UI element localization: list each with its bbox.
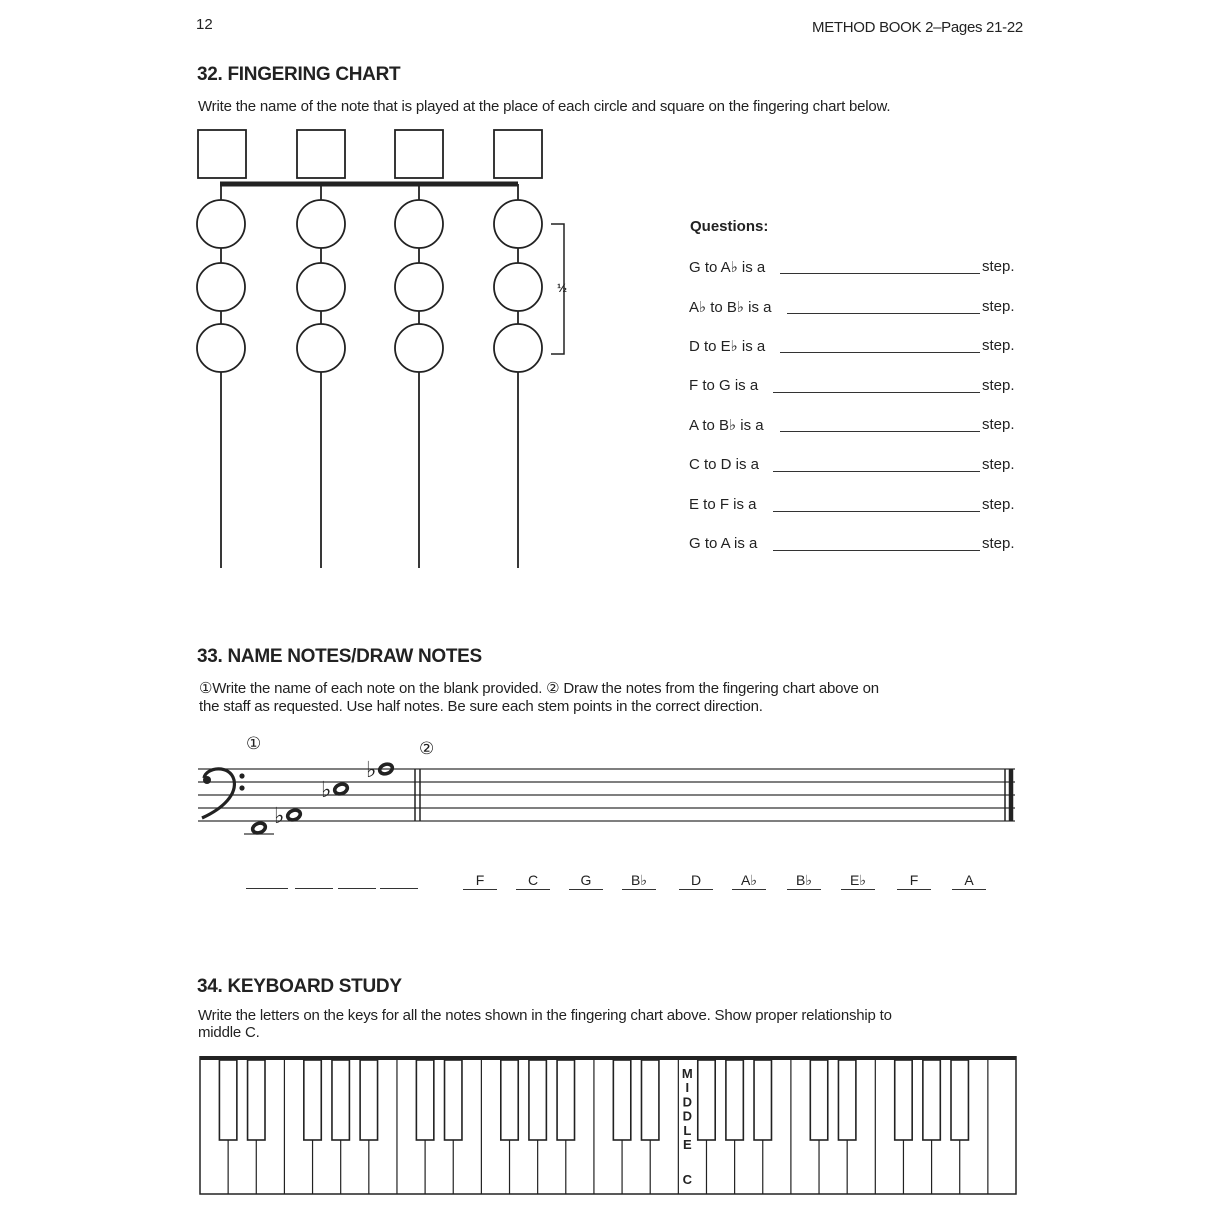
question-suffix: step. (982, 337, 1015, 355)
white-key[interactable] (651, 1146, 677, 1194)
section-33-instruction-line1: ①Write the name of each note on the blank provided. ② Draw the notes from the fingering chart above on (199, 680, 879, 697)
black-key[interactable] (360, 1060, 377, 1140)
white-key[interactable] (257, 1146, 283, 1194)
questions-label: Questions: (690, 218, 769, 235)
white-key[interactable] (482, 1146, 508, 1194)
answer-line[interactable] (773, 550, 980, 551)
white-key[interactable] (201, 1146, 227, 1194)
flat-sign: ♭ (366, 757, 377, 782)
white-key[interactable] (933, 1146, 959, 1194)
section-33-title: 33. NAME NOTES/DRAW NOTES (197, 646, 482, 667)
black-key[interactable] (923, 1060, 940, 1140)
question-prompt: C to D is a (689, 456, 760, 473)
page-reference: METHOD BOOK 2–Pages 21-22 (812, 19, 1023, 36)
whole-note (333, 782, 348, 795)
question-prompt: D to E♭ is a (689, 338, 766, 356)
answer-line[interactable] (780, 273, 980, 274)
white-key[interactable] (961, 1146, 987, 1194)
question-prompt: F to G is a (689, 376, 759, 394)
white-key[interactable] (707, 1146, 733, 1194)
note-name-blank[interactable] (295, 888, 333, 889)
note-answer: B♭ (787, 873, 821, 890)
question-prompt: A♭ to B♭ is a (689, 298, 772, 316)
flat-sign: ♭ (274, 803, 285, 828)
whole-note (286, 808, 301, 821)
white-key[interactable] (342, 1146, 368, 1194)
black-key[interactable] (304, 1060, 321, 1140)
answer-line[interactable] (787, 313, 980, 314)
question-suffix: step. (982, 456, 1015, 473)
fingering-circle[interactable] (494, 200, 542, 248)
page-number: 12 (196, 16, 213, 33)
fingering-circle[interactable] (197, 324, 245, 372)
black-key[interactable] (810, 1060, 827, 1140)
fingering-circle[interactable] (297, 200, 345, 248)
answer-line[interactable] (780, 431, 980, 432)
white-key[interactable] (876, 1146, 902, 1194)
black-key[interactable] (501, 1060, 518, 1140)
middle-c-key-letter: C (682, 1172, 693, 1187)
black-key[interactable] (416, 1060, 433, 1140)
white-key[interactable] (567, 1146, 593, 1194)
white-key[interactable] (370, 1146, 396, 1194)
section-34-instruction-line2: middle C. (198, 1024, 260, 1041)
white-key[interactable] (511, 1146, 537, 1194)
answer-line[interactable] (780, 352, 980, 353)
section-33-instruction-line2: the staff as requested. Use half notes. Be sure each stem points in the correct direction. (199, 698, 763, 715)
section-32-instruction: Write the name of the note that is played at the place of each circle and square on the fingering chart below. (198, 98, 891, 115)
middle-c-letter: E (683, 1137, 692, 1152)
flat-sign: ♭ (321, 777, 332, 802)
note-name-blank[interactable] (380, 888, 418, 889)
black-key[interactable] (445, 1060, 462, 1140)
white-key[interactable] (314, 1146, 340, 1194)
white-key[interactable] (426, 1146, 452, 1194)
note-answer: A♭ (732, 873, 766, 890)
white-key[interactable] (736, 1146, 762, 1194)
bass-clef (202, 769, 245, 818)
section-32-title: 32. FINGERING CHART (197, 64, 401, 85)
answer-line[interactable] (773, 392, 980, 393)
white-key[interactable] (989, 1146, 1015, 1194)
question-suffix: step. (982, 535, 1015, 553)
middle-c-letter: M (681, 1066, 693, 1081)
marker-1: ① (246, 734, 262, 753)
white-key[interactable] (285, 1146, 311, 1194)
fingering-circle[interactable] (297, 263, 345, 311)
black-key[interactable] (726, 1060, 743, 1140)
black-key[interactable] (754, 1060, 771, 1140)
white-key[interactable] (229, 1146, 255, 1194)
middle-c-letter: L (683, 1122, 692, 1138)
middle-c-letter: D (682, 1094, 693, 1110)
middle-c-letter: I (685, 1080, 690, 1096)
black-key[interactable] (895, 1060, 912, 1140)
note-answer: D (679, 873, 713, 890)
question-suffix: step. (982, 495, 1015, 513)
question-suffix: step. (982, 376, 1015, 394)
fingering-chart (190, 122, 590, 572)
note-name-blank[interactable] (246, 888, 288, 889)
white-key[interactable] (792, 1146, 818, 1194)
note-answer: B♭ (622, 873, 656, 890)
section-34-title: 34. KEYBOARD STUDY (197, 976, 402, 997)
white-key[interactable] (398, 1146, 424, 1194)
fingering-circle[interactable] (395, 324, 443, 372)
white-key[interactable] (623, 1146, 649, 1194)
fingering-circle[interactable] (395, 263, 443, 311)
marker-2: ② (419, 739, 435, 758)
note-answer: G (569, 873, 603, 890)
white-key[interactable] (764, 1146, 790, 1194)
fingering-square[interactable] (494, 130, 542, 178)
black-key[interactable] (641, 1060, 658, 1140)
fingering-circle[interactable] (494, 263, 542, 311)
question-prompt: G to A♭ is a (689, 259, 766, 276)
keyboard (190, 1050, 1030, 1200)
white-key[interactable] (454, 1146, 480, 1194)
fingering-square[interactable] (395, 130, 443, 178)
note-answer: A (952, 873, 986, 890)
note-name-blank[interactable] (338, 888, 376, 889)
section-34-instruction-line1: Write the letters on the keys for all the notes shown in the fingering chart above. Show proper relationship to (198, 1007, 892, 1024)
black-key[interactable] (332, 1060, 349, 1140)
white-key[interactable] (539, 1146, 565, 1194)
black-key[interactable] (557, 1060, 574, 1140)
fingering-circle[interactable] (297, 324, 345, 372)
black-key[interactable] (838, 1060, 855, 1140)
black-key[interactable] (529, 1060, 546, 1140)
black-key[interactable] (248, 1060, 265, 1140)
question-prompt: A to B♭ is a (689, 417, 764, 435)
note-answer: F (463, 873, 497, 890)
note-answer: E♭ (841, 873, 875, 890)
question-suffix: step. (982, 416, 1015, 434)
whole-note (251, 821, 266, 834)
black-key[interactable] (698, 1060, 715, 1140)
fingering-square[interactable] (297, 130, 345, 178)
black-key[interactable] (219, 1060, 236, 1140)
question-suffix: step. (982, 258, 1015, 275)
question-suffix: step. (982, 297, 1015, 315)
white-key[interactable] (904, 1146, 930, 1194)
fingering-circle[interactable] (197, 263, 245, 311)
note-answer: F (897, 873, 931, 890)
answer-line[interactable] (773, 471, 980, 472)
half-step-mark: ½ (557, 281, 568, 295)
answer-line[interactable] (773, 511, 980, 512)
question-prompt: G to A is a (689, 535, 758, 553)
black-key[interactable] (951, 1060, 968, 1140)
white-key[interactable] (820, 1146, 846, 1194)
black-key[interactable] (613, 1060, 630, 1140)
question-prompt: E to F is a (689, 495, 757, 513)
note-answer: C (516, 873, 550, 890)
music-staff (190, 722, 1030, 842)
fingering-square[interactable] (198, 130, 246, 178)
white-key[interactable] (595, 1146, 621, 1194)
fingering-circle[interactable] (494, 324, 542, 372)
white-key[interactable] (848, 1146, 874, 1194)
fingering-circle[interactable] (197, 200, 245, 248)
fingering-circle[interactable] (395, 200, 443, 248)
middle-c-letter: D (682, 1108, 693, 1124)
